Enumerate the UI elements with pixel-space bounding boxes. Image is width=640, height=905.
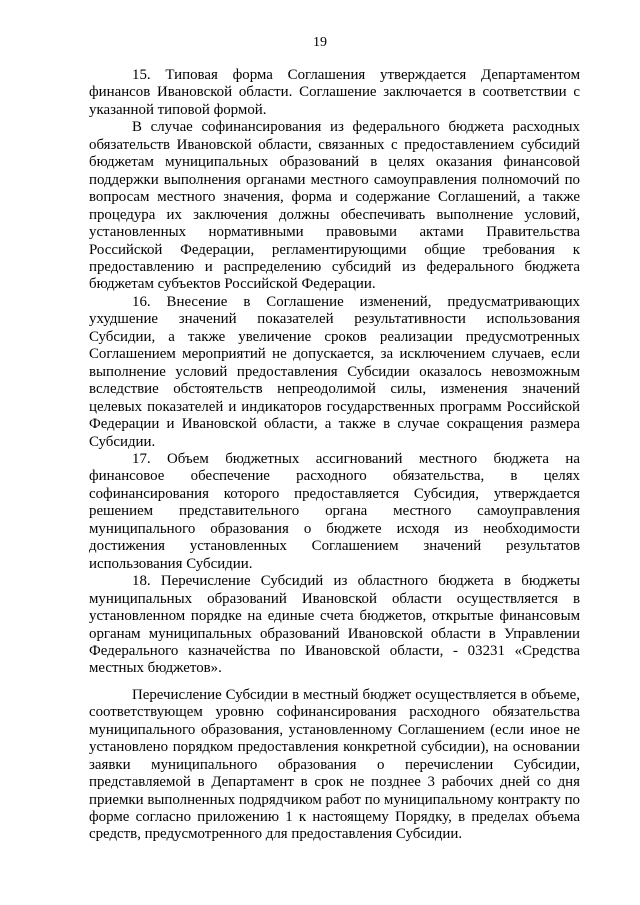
paragraph-17: 17. Объем бюджетных ассигнований местного бюджета на финансовое обеспечение расходного обязательства, в целях софинансирования которого предоставляется Субсидия, утверждается решением представительного органа местного самоуправления муниципального образования о бюджете исходя из необходимости достижения установленных Соглашением значений результатов использования Субсидии. <box>89 450 580 572</box>
paragraph-18-transfer: Перечисление Субсидии в местный бюджет осуществляется в объеме, соответствующем уровню софинансирования расходного обязательства муниципального образования, установленному Соглашением (если иное не установлено порядком предоставления конкретной субсидии), на основании заявки муниципального образования о перечислении Субсидии, представляемой в Департамент в срок не позднее 3 рабочих дней со дня приемки выполненных подрядчиком работ по муниципальному контракту по форме согласно приложению 1 к настоящему Порядку, в пределах объема средств, предусмотренного для предоставления Субсидии. <box>89 686 580 843</box>
paragraph-15: 15. Типовая форма Соглашения утверждается Департаментом финансов Ивановской области. Соглашение заключается в соответствии с указанной типовой формой. <box>89 67 580 118</box>
page-number: 19 <box>313 35 327 50</box>
paragraph-16: 16. Внесение в Соглашение изменений, предусматривающих ухудшение значений показателей результативности использования Субсидии, а также увеличение сроков реализации предусмотренных Соглашением мероприятий не допускается, за исключением случаев, если выполнение условий предоставления Субсидии оказалось невозможным вследствие обстоятельств непреодолимой силы, изменения значений целевых показателей и индикаторов государственных программ Российской Федерации и Ивановской области, а также в случае сокращения размера Субсидии. <box>89 293 580 450</box>
paragraph-15-cofinancing: В случае софинансирования из федерального бюджета расходных обязательств Ивановской области, связанных с предоставлением субсидий бюджетам муниципальных образований в целях оказания финансовой поддержки выполнения органами местного самоуправления полномочий по вопросам местного значения, форма и содержание Соглашений, а также процедура их заключения должны обеспечивать выполнение условий, установленных нормативными правовыми актами Правительства Российской Федерации, регламентирующими общие требования к предоставлению и распределению субсидий из федерального бюджета бюджетам субъектов Российской Федерации. <box>89 119 580 293</box>
document-body <box>89 67 580 844</box>
paragraph-18: 18. Перечисление Субсидий из областного бюджета в бюджеты муниципальных образований Ивановской области осуществляется в установленном порядке на единые счета бюджетов, открытые финансовым органам муниципальных образований Ивановской области в Управлении Федерального казначейства по Ивановской области, - 03231 «Средства местных бюджетов». <box>89 573 580 677</box>
